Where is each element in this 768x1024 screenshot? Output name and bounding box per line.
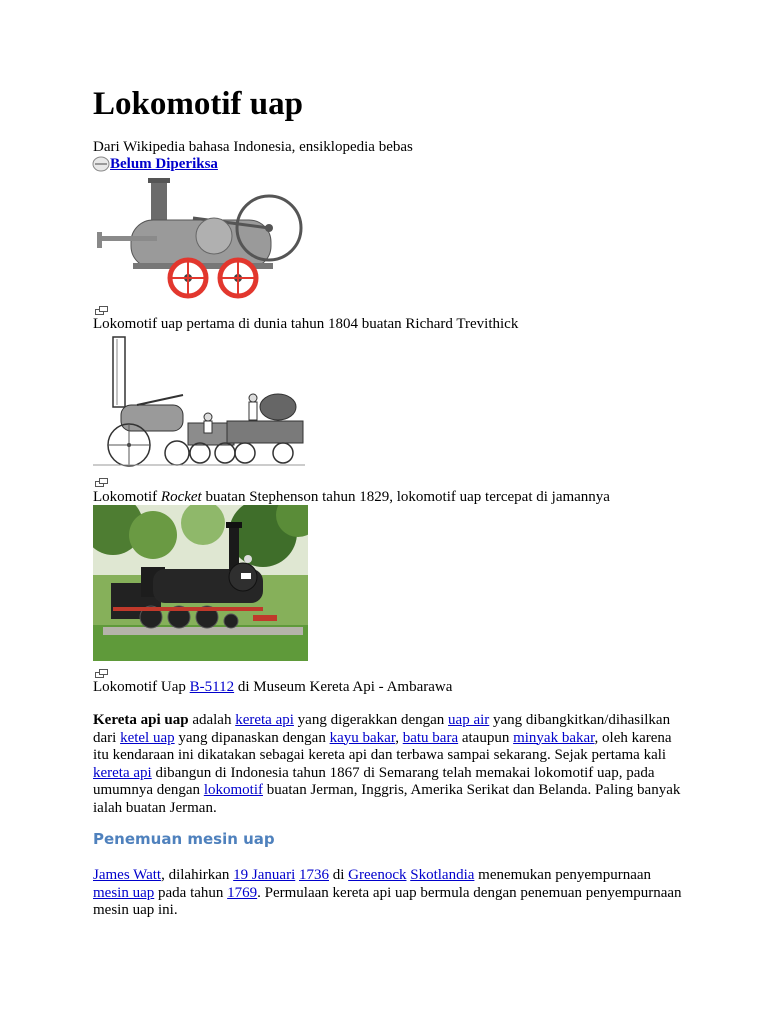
link-uap-air[interactable]: uap air bbox=[448, 712, 490, 728]
page-title: Lokomotif uap bbox=[93, 86, 303, 122]
link-skotlandia[interactable]: Skotlandia bbox=[410, 867, 475, 883]
review-status-icon bbox=[92, 156, 110, 172]
link-kayu-bakar[interactable]: kayu bakar bbox=[329, 729, 396, 746]
link-batu-bara[interactable]: batu bara bbox=[402, 729, 459, 746]
figure-caption: Lokomotif Uap B-5112 di Museum Kereta Api - Ambarawa bbox=[93, 679, 453, 695]
link-lokomotif[interactable]: lokomotif bbox=[203, 782, 263, 798]
section-heading: Penemuan mesin uap bbox=[93, 830, 275, 848]
page-subtitle: Dari Wikipedia bahasa Indonesia, ensiklopedia bebas bbox=[93, 139, 413, 155]
link-mesin-uap[interactable]: mesin uap bbox=[93, 884, 155, 901]
magnify-icon[interactable] bbox=[95, 669, 108, 678]
link-1736[interactable]: 1736 bbox=[299, 867, 329, 883]
link-kereta-api[interactable]: kereta api bbox=[235, 712, 294, 728]
review-status bbox=[92, 155, 218, 173]
term-kereta-api-uap: Kereta api uap bbox=[93, 712, 189, 728]
link-1769[interactable]: 1769 bbox=[227, 884, 258, 901]
link-greenock[interactable]: Greenock bbox=[348, 867, 407, 883]
figure-caption: Lokomotif uap pertama di dunia tahun 1804 buatan Richard Trevithick bbox=[93, 316, 519, 332]
link-ketel-uap[interactable]: ketel uap bbox=[120, 729, 175, 746]
magnify-icon[interactable] bbox=[95, 478, 108, 487]
link-minyak-bakar[interactable]: minyak bakar bbox=[513, 729, 595, 746]
figure-caption: Lokomotif Rocket buatan Stephenson tahun 1829, lokomotif uap tercepat di jamannya bbox=[93, 489, 610, 505]
section-paragraph: James Watt, dilahirkan 19 Januari 1736 di Greenock Skotlandia menemukan penyempurnaan mesin uap pada tahun 1769. Permulaan kereta api uap bermula dengan penemuan penyempurnaan mesin uap ini. bbox=[93, 867, 682, 918]
link-kereta-api-2[interactable]: kereta api bbox=[93, 764, 152, 781]
link-james-watt[interactable]: James Watt bbox=[93, 867, 162, 883]
b5112-link[interactable]: B-5112 bbox=[189, 679, 235, 695]
rocket-locomotive-image[interactable] bbox=[93, 335, 305, 469]
intro-paragraph: Kereta api uap adalah kereta api yang digerakkan dengan uap air yang dibangkitkan/dihasilkan dari ketel uap yang dipanaskan dengan kayu bakar, batu bara ataupun minyak bakar, oleh karena itu kendaraan ini dikatakan sebagai kereta api dan terbawa sampai sekarang. Sejak pertama kali kereta api dibangun di Indonesia tahun 1867 di Semarang telah memakai lokomotif uap, pada umumnya dengan lokomotif buatan Jerman, Inggris, Amerika Serikat dan Belanda. Paling banyak ialah buatan Jerman. bbox=[93, 712, 681, 816]
link-19-januari[interactable]: 19 Januari bbox=[233, 867, 296, 883]
b5112-locomotive-photo[interactable] bbox=[93, 505, 308, 661]
review-status-link[interactable]: Belum Diperiksa bbox=[110, 156, 218, 172]
magnify-icon[interactable] bbox=[95, 306, 108, 315]
trevithick-locomotive-image[interactable] bbox=[93, 178, 305, 300]
